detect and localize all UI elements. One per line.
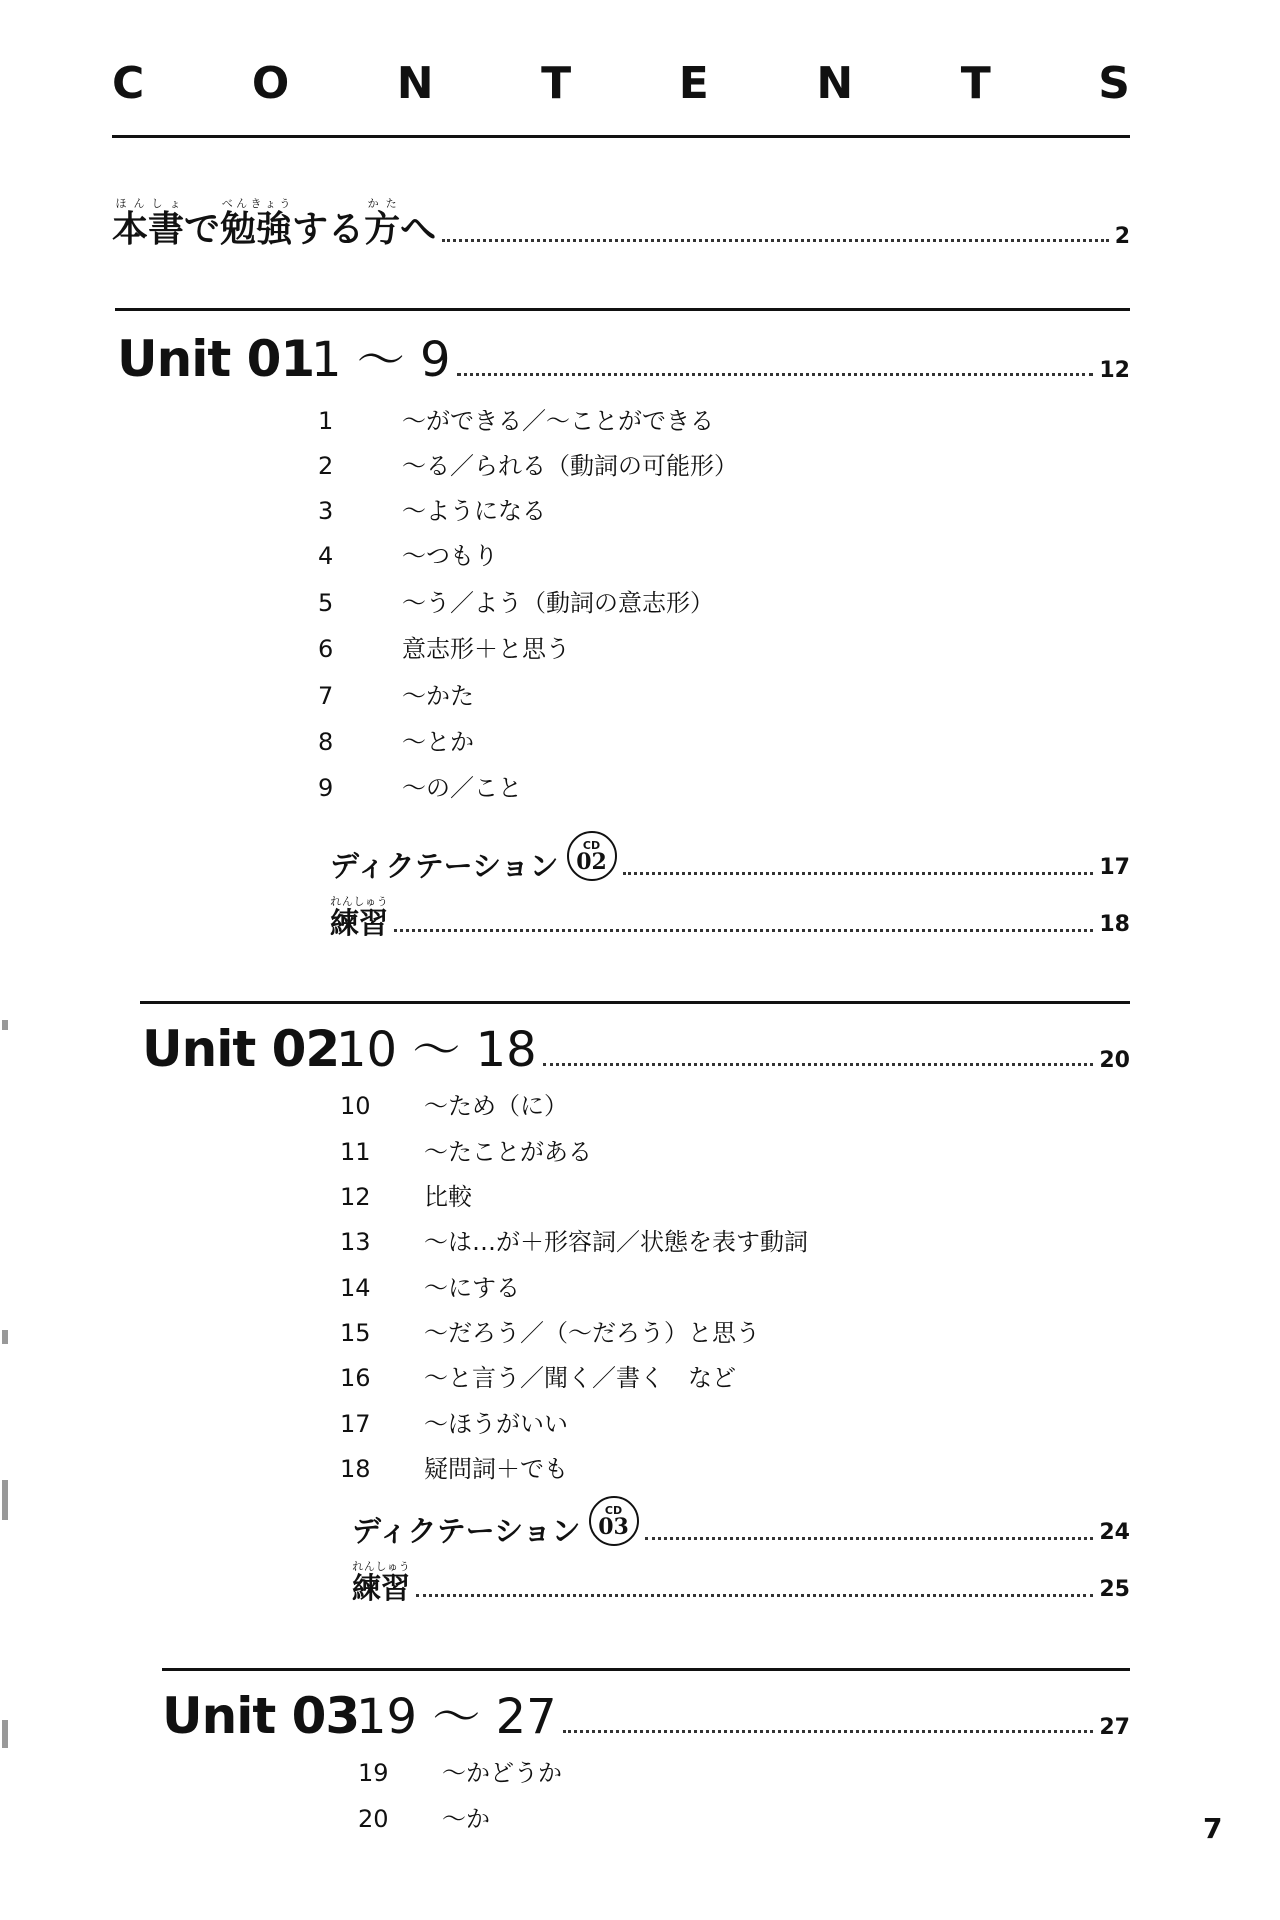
unit-rule — [140, 1001, 1130, 1004]
cd-icon: CD 03 — [589, 1496, 639, 1546]
unit-rule — [115, 308, 1130, 311]
leader-dots — [563, 1730, 1094, 1733]
item-number: 18 — [340, 1455, 371, 1483]
item-number: 2 — [318, 452, 334, 480]
intro-page: 2 — [1114, 224, 1130, 249]
unit-label: Unit 03 — [162, 1687, 360, 1745]
list-item[interactable] — [340, 1169, 472, 1209]
item-number: 6 — [318, 635, 334, 663]
leader-dots — [623, 872, 1094, 875]
unit-range: 1 〜 9 — [311, 332, 451, 388]
list-item[interactable] — [318, 714, 474, 754]
item-text: 〜だろう／（〜だろう）と思う — [424, 1319, 760, 1347]
practice-entry[interactable] — [330, 890, 1130, 938]
item-number: 10 — [340, 1092, 371, 1120]
contents-letter: T — [960, 58, 991, 109]
item-text: 〜ようになる — [402, 497, 546, 525]
item-text: 意志形＋と思う — [402, 635, 570, 663]
practice-label: 練習れんしゅう — [352, 1560, 411, 1605]
item-number: 5 — [318, 589, 334, 617]
item-number: 12 — [340, 1183, 371, 1211]
item-number: 20 — [358, 1805, 389, 1833]
practice-page: 25 — [1099, 1577, 1130, 1602]
item-text: 比較 — [424, 1183, 472, 1211]
contents-letter: E — [678, 58, 709, 109]
practice-entry[interactable] — [352, 1555, 1130, 1603]
item-text: 〜う／よう（動詞の意志形） — [402, 589, 714, 617]
list-item[interactable] — [318, 621, 570, 661]
item-text: 〜ため（に） — [424, 1092, 568, 1120]
item-text: 〜にする — [424, 1274, 520, 1302]
unit-02-header[interactable] — [142, 1018, 1130, 1078]
title-rule — [112, 135, 1130, 138]
practice-label: 練習れんしゅう — [330, 895, 389, 940]
leader-dots — [416, 1594, 1093, 1597]
item-number: 14 — [340, 1274, 371, 1302]
dictation-label: ディクテーション — [330, 849, 559, 883]
unit-01-header[interactable] — [117, 328, 1130, 388]
item-number: 15 — [340, 1319, 371, 1347]
cd-icon: CD 02 — [567, 831, 617, 881]
contents-letter: C — [112, 58, 145, 109]
item-text: 〜たことがある — [424, 1138, 592, 1166]
item-number: 1 — [318, 407, 334, 435]
list-item[interactable] — [340, 1305, 760, 1345]
item-text: 〜る／られる（動詞の可能形） — [402, 452, 738, 480]
dictation-page: 17 — [1099, 855, 1130, 880]
leader-dots — [645, 1537, 1094, 1540]
contents-title — [112, 58, 1130, 109]
intro-entry[interactable] — [112, 180, 1130, 248]
item-text: 〜は…が＋形容詞／状態を表す動詞 — [424, 1228, 808, 1256]
list-item[interactable] — [318, 528, 498, 568]
scan-mark — [2, 1720, 8, 1748]
item-text: 〜ができる／〜ことができる — [402, 407, 714, 435]
item-text: 〜つもり — [402, 542, 498, 570]
list-item[interactable] — [318, 438, 738, 478]
contents-letter: T — [541, 58, 572, 109]
item-text: 〜か — [442, 1805, 490, 1833]
unit-03-header[interactable] — [162, 1685, 1130, 1745]
item-number: 13 — [340, 1228, 371, 1256]
item-text: 〜かどうか — [442, 1759, 562, 1787]
item-number: 7 — [318, 682, 334, 710]
item-text: 〜の／こと — [402, 774, 522, 802]
item-number: 4 — [318, 542, 334, 570]
leader-dots — [394, 929, 1093, 932]
leader-dots — [543, 1063, 1094, 1066]
list-item[interactable] — [340, 1441, 568, 1481]
item-text: 〜と言う／聞く／書く など — [424, 1364, 736, 1392]
item-number: 19 — [358, 1759, 389, 1787]
item-number: 17 — [340, 1410, 371, 1438]
list-item[interactable] — [318, 393, 714, 433]
scan-mark — [2, 1480, 8, 1520]
item-text: 〜ほうがいい — [424, 1410, 568, 1438]
contents-letter: S — [1098, 58, 1130, 109]
page-number: 7 — [1203, 1812, 1223, 1845]
item-number: 3 — [318, 497, 334, 525]
practice-page: 18 — [1099, 912, 1130, 937]
item-number: 8 — [318, 728, 334, 756]
unit-page: 12 — [1099, 358, 1130, 383]
list-item[interactable] — [358, 1745, 562, 1785]
contents-letter: O — [251, 58, 290, 109]
item-number: 9 — [318, 774, 334, 802]
unit-range: 19 〜 27 — [356, 1689, 557, 1745]
contents-letter: N — [816, 58, 854, 109]
list-item[interactable] — [340, 1078, 568, 1118]
list-item[interactable] — [340, 1350, 736, 1390]
list-item[interactable] — [358, 1791, 490, 1831]
scan-mark — [2, 1330, 8, 1344]
list-item[interactable] — [318, 760, 522, 800]
unit-rule — [162, 1668, 1130, 1671]
list-item[interactable] — [318, 575, 714, 615]
dictation-entry[interactable] — [352, 1500, 1130, 1546]
list-item[interactable] — [340, 1396, 568, 1436]
list-item[interactable] — [318, 483, 546, 523]
item-number: 16 — [340, 1364, 371, 1392]
list-item[interactable] — [340, 1124, 592, 1164]
item-text: 疑問詞＋でも — [424, 1455, 568, 1483]
list-item[interactable] — [340, 1260, 520, 1300]
unit-label: Unit 01 — [117, 330, 315, 388]
unit-page: 20 — [1099, 1048, 1130, 1073]
item-text: 〜かた — [402, 682, 474, 710]
contents-letter: N — [396, 58, 434, 109]
dictation-label: ディクテーション — [352, 1514, 581, 1548]
list-item[interactable] — [340, 1214, 808, 1254]
scan-mark — [2, 1020, 8, 1030]
list-item[interactable] — [318, 668, 474, 708]
unit-range: 10 〜 18 — [336, 1022, 537, 1078]
item-number: 11 — [340, 1138, 371, 1166]
dictation-entry[interactable] — [330, 835, 1130, 881]
item-text: 〜とか — [402, 728, 474, 756]
intro-label: 本書ほんしょで勉強べんきょうする方かたへ — [112, 197, 437, 250]
unit-page: 27 — [1099, 1715, 1130, 1740]
dictation-page: 24 — [1099, 1520, 1130, 1545]
leader-dots — [457, 373, 1094, 376]
leader-dots — [442, 239, 1109, 242]
unit-label: Unit 02 — [142, 1020, 340, 1078]
